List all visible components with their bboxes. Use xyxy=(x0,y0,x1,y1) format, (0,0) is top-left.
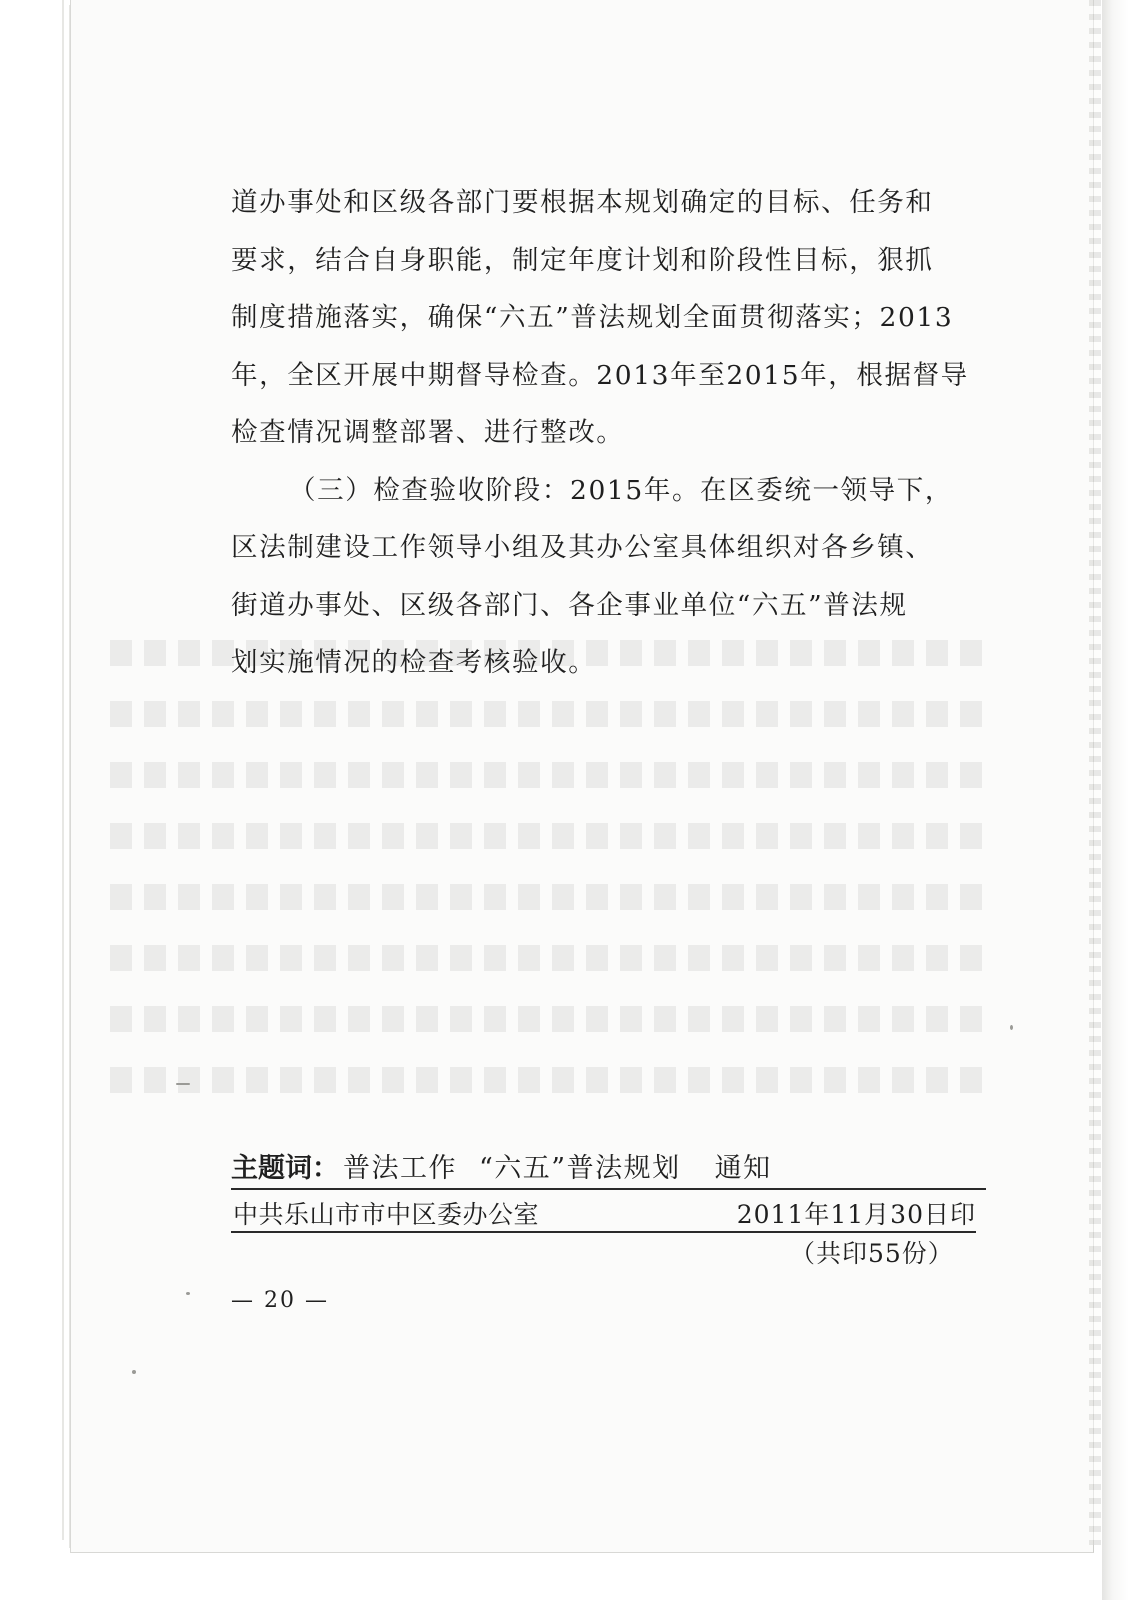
scan-speck xyxy=(132,1370,136,1374)
text-line: 年，全区开展中期督导检查。2013年至2015年，根据督导 xyxy=(231,359,969,391)
scan-speck xyxy=(1010,1025,1013,1030)
text-line: 划实施情况的检查考核验收。 xyxy=(231,647,597,678)
copies-count: （共印55份） xyxy=(790,1239,954,1268)
binding-perforation xyxy=(1089,0,1101,1545)
issuer: 中共乐山市市中区委办公室 xyxy=(233,1200,540,1229)
scan-speck xyxy=(176,1083,190,1085)
text-line: 制度措施落实，确保“六五”普法规划全面贯彻落实；2013 xyxy=(231,302,954,333)
text-line: 道办事处和区级各部门要根据本规划确定的目标、任务和 xyxy=(231,187,934,218)
keyword: 通知 xyxy=(714,1153,772,1184)
scan-edge xyxy=(1102,0,1129,1600)
text-line: 区法制建设工作领导小组及其办公室具体组织对各乡镇、 xyxy=(231,532,934,563)
issuer-row xyxy=(231,1191,976,1233)
page-number: — 20 — xyxy=(231,1288,329,1313)
body-text xyxy=(231,174,991,692)
keyword: 普法工作 xyxy=(343,1153,457,1184)
text-line: 检查情况调整部署、进行整改。 xyxy=(231,417,625,448)
keywords-label: 主题词： xyxy=(231,1153,339,1184)
text-line: 要求，结合自身职能，制定年度计划和阶段性目标，狠抓 xyxy=(231,244,934,276)
text-line: 街道办事处、区级各部门、各企事业单位“六五”普法规 xyxy=(231,589,908,621)
keyword: “六五”普法规划 xyxy=(479,1153,681,1184)
keywords-row xyxy=(231,1146,986,1190)
page-edge xyxy=(62,0,64,1540)
section-heading-line: （三）检查验收阶段：2015年。在区委统一领导下， xyxy=(289,474,953,506)
print-date: 2011年11月30日印 xyxy=(736,1200,976,1229)
scan-speck xyxy=(186,1292,190,1295)
